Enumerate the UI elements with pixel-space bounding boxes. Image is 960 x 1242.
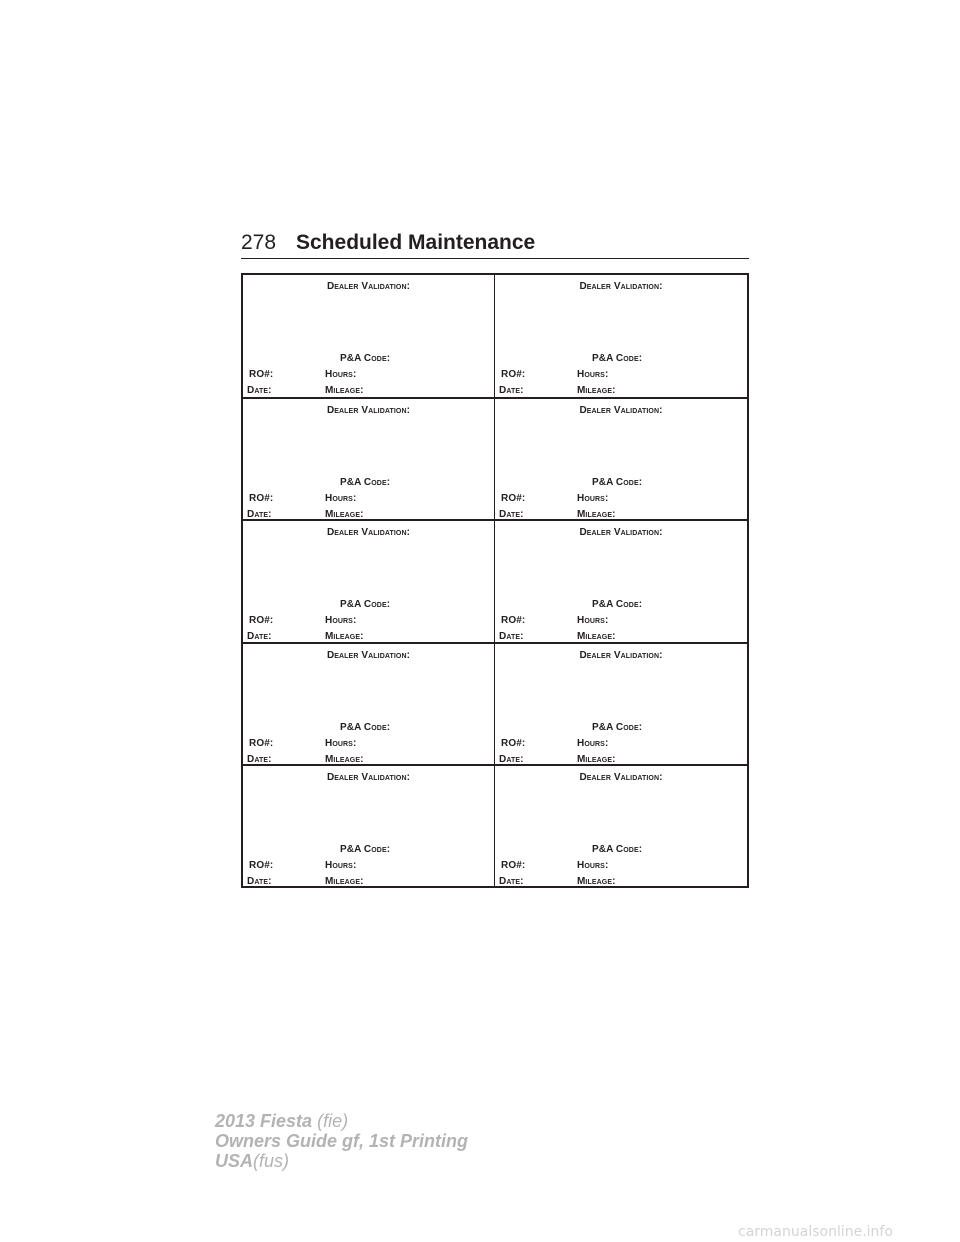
footer-line-model <box>215 1111 468 1131</box>
pa-code-label: P&A Code: <box>340 843 391 855</box>
log-cell <box>495 519 747 641</box>
dealer-validation-label: Dealer Validation: <box>326 405 411 417</box>
date-label: Date: <box>499 875 524 887</box>
footer-market-code: (fus) <box>253 1151 290 1171</box>
mileage-label: Mileage: <box>325 753 364 765</box>
pa-code-label: P&A Code: <box>592 477 643 489</box>
pa-code-label: P&A Code: <box>340 721 391 733</box>
page-header <box>241 230 749 260</box>
log-cell <box>495 275 747 397</box>
dealer-validation-label: Dealer Validation: <box>326 281 411 292</box>
date-label: Date: <box>499 509 524 521</box>
pa-code-label: P&A Code: <box>592 843 643 855</box>
ro-label: RO#: <box>501 369 526 380</box>
log-cell <box>495 397 747 519</box>
mileage-label: Mileage: <box>325 631 364 643</box>
ro-label: RO#: <box>501 493 526 505</box>
log-cell <box>243 397 495 519</box>
ro-label: RO#: <box>249 615 274 627</box>
footer-model: 2013 Fiesta <box>215 1111 313 1131</box>
watermark: carmanualsonline.info <box>738 1224 893 1240</box>
footer-line-guide <box>215 1131 468 1151</box>
mileage-label: Mileage: <box>577 385 616 396</box>
dealer-validation-label: Dealer Validation: <box>326 771 411 783</box>
hours-label: Hours: <box>325 493 357 505</box>
date-label: Date: <box>247 753 272 765</box>
hours-label: Hours: <box>325 859 357 871</box>
hours-label: Hours: <box>577 493 609 505</box>
page-title: Scheduled Maintenance <box>296 231 536 254</box>
header-rule <box>241 258 749 259</box>
mileage-label: Mileage: <box>577 753 616 765</box>
mileage-label: Mileage: <box>325 875 364 887</box>
mileage-label: Mileage: <box>577 631 616 643</box>
date-label: Date: <box>499 753 524 765</box>
hours-label: Hours: <box>577 737 609 749</box>
hours-label: Hours: <box>325 615 357 627</box>
log-cell <box>243 275 495 397</box>
dealer-validation-label: Dealer Validation: <box>579 527 663 539</box>
date-label: Date: <box>247 509 272 521</box>
dealer-validation-label: Dealer Validation: <box>326 649 411 661</box>
pa-code-label: P&A Code: <box>592 353 643 364</box>
pa-code-label: P&A Code: <box>340 599 391 611</box>
dealer-validation-label: Dealer Validation: <box>579 405 663 417</box>
footer-model-code: (fie) <box>317 1111 349 1131</box>
log-cell <box>243 519 495 641</box>
ro-label: RO#: <box>501 859 526 871</box>
date-label: Date: <box>247 385 272 396</box>
pa-code-label: P&A Code: <box>340 477 391 489</box>
date-label: Date: <box>247 631 272 643</box>
dealer-validation-label: Dealer Validation: <box>326 527 411 539</box>
hours-label: Hours: <box>325 737 357 749</box>
dealer-validation-label: Dealer Validation: <box>579 771 663 783</box>
pa-code-label: P&A Code: <box>592 721 643 733</box>
date-label: Date: <box>499 631 524 643</box>
maintenance-log-table <box>241 273 749 888</box>
ro-label: RO#: <box>249 369 274 380</box>
mileage-label: Mileage: <box>325 509 364 521</box>
footer-guide: Owners Guide gf, 1st Printing <box>215 1131 469 1151</box>
mileage-label: Mileage: <box>577 509 616 521</box>
print-footer <box>215 1111 468 1171</box>
date-label: Date: <box>247 875 272 887</box>
date-label: Date: <box>499 385 524 396</box>
ro-label: RO#: <box>249 737 274 749</box>
log-cell <box>243 642 495 764</box>
mileage-label: Mileage: <box>577 875 616 887</box>
page-number: 278 <box>241 231 277 254</box>
hours-label: Hours: <box>577 369 609 380</box>
dealer-validation-label: Dealer Validation: <box>579 281 663 292</box>
log-cell <box>495 764 747 886</box>
footer-market: USA <box>215 1151 254 1171</box>
pa-code-label: P&A Code: <box>592 599 643 611</box>
ro-label: RO#: <box>249 859 274 871</box>
ro-label: RO#: <box>249 493 274 505</box>
footer-line-market <box>215 1151 468 1171</box>
log-cell <box>495 642 747 764</box>
mileage-label: Mileage: <box>325 385 364 396</box>
hours-label: Hours: <box>325 369 357 380</box>
ro-label: RO#: <box>501 737 526 749</box>
log-cell <box>243 764 495 886</box>
dealer-validation-label: Dealer Validation: <box>579 649 663 661</box>
hours-label: Hours: <box>577 859 609 871</box>
hours-label: Hours: <box>577 615 609 627</box>
pa-code-label: P&A Code: <box>340 353 391 364</box>
ro-label: RO#: <box>501 615 526 627</box>
